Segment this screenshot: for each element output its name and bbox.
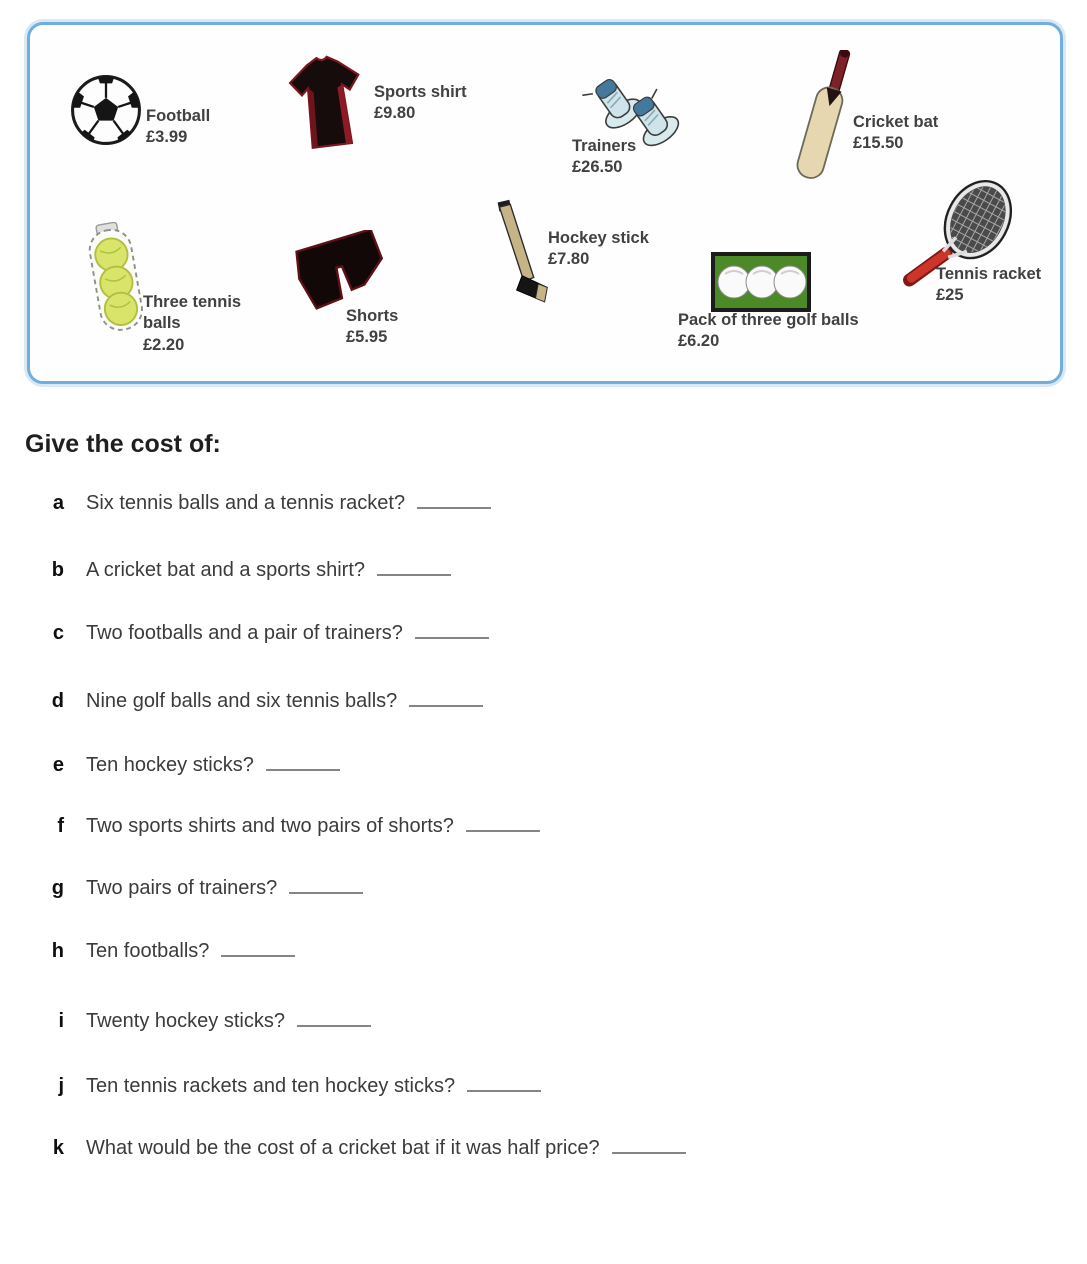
question-text: Twenty hockey sticks?: [86, 1010, 285, 1032]
item-name: Tennis racket: [936, 265, 1042, 283]
tennis-balls-tube-icon: [80, 222, 152, 334]
question-letter: b: [51, 559, 64, 581]
question-letter: k: [52, 1137, 64, 1159]
cricket-bat-icon: [782, 50, 864, 182]
answer-blank-b[interactable]: [377, 560, 451, 576]
item-name: Football: [146, 107, 211, 125]
item-price: £3.99: [146, 128, 188, 147]
answer-blank-f[interactable]: [466, 816, 540, 832]
item-name: Three tennis balls: [143, 293, 242, 333]
question-text: What would be the cost of a cricket bat if it was half price?: [86, 1137, 600, 1159]
item-price: £2.20: [143, 335, 185, 354]
question-text: Two footballs and a pair of trainers?: [86, 622, 403, 644]
item-hockey-stick: [548, 228, 668, 271]
item-price: £15.50: [853, 134, 904, 153]
item-name: Cricket bat: [853, 113, 939, 131]
question-row-c: [36, 622, 489, 645]
question-row-b: [36, 559, 451, 582]
item-cricket-bat: [853, 112, 953, 155]
shorts-icon: [290, 230, 392, 312]
item-price: £25: [936, 286, 964, 305]
item-sports-shirt: [374, 82, 484, 125]
answer-blank-g[interactable]: [289, 878, 363, 894]
answer-blank-a[interactable]: [417, 493, 491, 509]
question-row-h: [36, 940, 295, 963]
question-row-d: [36, 690, 483, 713]
question-row-f: [36, 815, 540, 838]
question-row-i: [36, 1010, 371, 1033]
answer-blank-c[interactable]: [415, 623, 489, 639]
question-letter: e: [52, 754, 64, 776]
question-letter: g: [51, 877, 64, 899]
question-text: Nine golf balls and six tennis balls?: [86, 690, 398, 712]
item-name: Shorts: [346, 307, 399, 325]
item-price: £5.95: [346, 328, 388, 347]
question-row-g: [36, 877, 363, 900]
question-text: Ten footballs?: [86, 940, 210, 962]
sports-shirt-icon: [284, 52, 370, 156]
question-row-k: [36, 1137, 686, 1160]
item-tennis-balls: [143, 292, 253, 356]
item-name: Hockey stick: [548, 229, 649, 247]
question-letter: d: [51, 690, 64, 712]
question-letter: c: [52, 622, 64, 644]
item-shorts: [346, 306, 436, 349]
question-letter: i: [58, 1010, 64, 1032]
question-row-j: [36, 1075, 541, 1098]
item-price: £26.50: [572, 158, 623, 177]
question-row-a: [36, 492, 491, 515]
question-letter: a: [52, 492, 64, 514]
question-text: Six tennis balls and a tennis racket?: [86, 492, 406, 514]
page-title: Give the cost of:: [25, 430, 221, 458]
item-price: £7.80: [548, 250, 590, 269]
item-trainers: [572, 136, 662, 179]
hockey-stick-icon: [494, 196, 550, 312]
question-text: Two pairs of trainers?: [86, 877, 278, 899]
question-text: Two sports shirts and two pairs of shorts?: [86, 815, 454, 837]
answer-blank-i[interactable]: [297, 1011, 371, 1027]
item-tennis-racket: [936, 264, 1056, 307]
question-row-e: [36, 754, 340, 777]
question-text: Ten hockey sticks?: [86, 754, 254, 776]
item-golf-balls: [678, 310, 898, 353]
item-price: £9.80: [374, 104, 416, 123]
question-letter: h: [51, 940, 64, 962]
question-letter: j: [58, 1075, 64, 1097]
item-price: £6.20: [678, 332, 720, 351]
football-icon: [68, 72, 144, 148]
question-letter: f: [57, 815, 64, 837]
item-name: Sports shirt: [374, 83, 467, 101]
answer-blank-k[interactable]: [612, 1138, 686, 1154]
answer-blank-j[interactable]: [467, 1076, 541, 1092]
answer-blank-h[interactable]: [221, 941, 295, 957]
item-name: Pack of three golf balls: [678, 311, 859, 329]
item-football: [146, 106, 241, 149]
answer-blank-e[interactable]: [266, 755, 340, 771]
question-text: A cricket bat and a sports shirt?: [86, 559, 366, 581]
golf-balls-pack-icon: [710, 252, 812, 312]
item-name: Trainers: [572, 137, 637, 155]
question-text: Ten tennis rackets and ten hockey sticks?: [86, 1075, 456, 1097]
answer-blank-d[interactable]: [409, 691, 483, 707]
